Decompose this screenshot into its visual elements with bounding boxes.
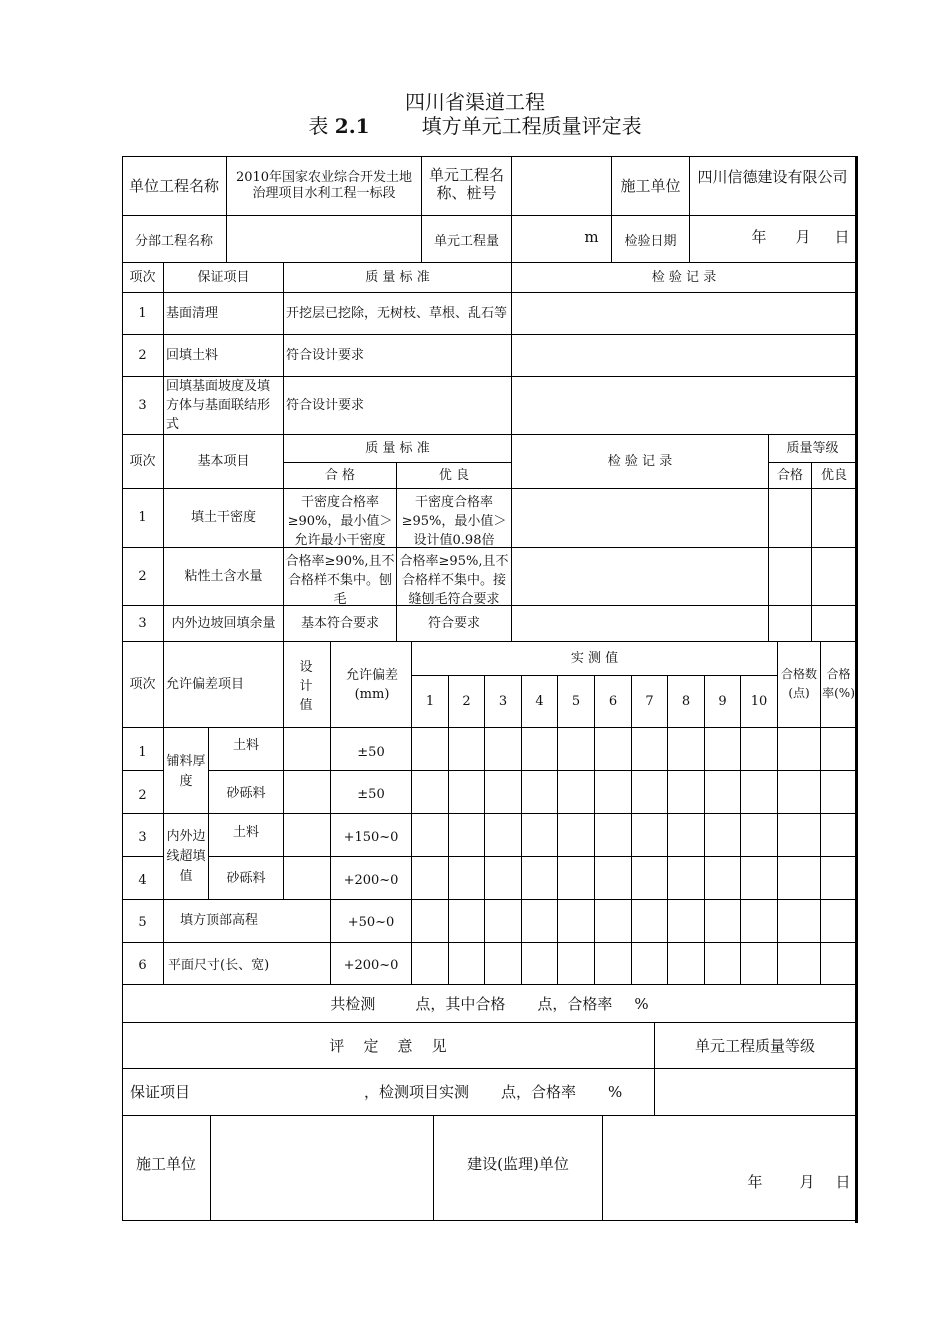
- guarantee-row-item: 基面清理: [166, 305, 219, 321]
- deviation-row-sub: 砂砾料: [226, 786, 266, 801]
- deviation-row-no: 5: [138, 915, 147, 930]
- total-summary: [122, 985, 857, 1022]
- basic-row-record[interactable]: [512, 606, 768, 641]
- guarantee-row-standard: 符合设计要求: [286, 397, 365, 413]
- basic-row-good: 合格率≥95%,且不合格样不集中。接缝刨毛符合要求: [399, 554, 509, 605]
- guarantee-row-standard: 开挖层已挖除，无树枝、草根、乱石等: [286, 305, 508, 321]
- total-label: 共检测: [330, 994, 376, 1013]
- measure-point: 5: [571, 693, 581, 709]
- basic-row-item: 粘性土含水量: [184, 568, 263, 584]
- deviation-row-no: 4: [138, 873, 147, 888]
- measure-point: 9: [718, 693, 727, 709]
- basic-col-grade: 质量等级: [786, 440, 839, 456]
- guarantee-row-record[interactable]: [512, 335, 856, 376]
- element-name-label: 单元工程名称、桩号: [428, 166, 504, 202]
- deviation-col-item: 允许偏差项目: [166, 676, 245, 692]
- contractor-value: 四川信德建设有限公司: [697, 168, 848, 186]
- basic-col-item: 基本项目: [197, 453, 250, 469]
- form-title-line: [0, 110, 950, 139]
- sign-date-day: 日: [835, 1173, 851, 1191]
- basic-row-pass: 干密度合格率≥90%，最小值＞允许最小干密度: [287, 495, 393, 547]
- deviation-group-label: 内外边线超填值: [166, 829, 206, 884]
- measure-point: 1: [425, 693, 435, 709]
- measure-point: 8: [681, 693, 691, 709]
- basic-row-record[interactable]: [512, 548, 768, 605]
- deviation-col-measured: 实 测 值: [570, 650, 619, 666]
- sign-date-year: 年: [747, 1173, 763, 1191]
- deviation-row-item: 填方顶部高程: [180, 913, 259, 928]
- grid-line: [602, 1115, 603, 1221]
- basic-col-good: 优 良: [438, 467, 470, 483]
- guarantee-row-standard: 符合设计要求: [286, 347, 365, 363]
- form-title: 填方单元工程质量评定表: [421, 114, 642, 138]
- basic-col-grade-good: 优良: [820, 467, 847, 483]
- construction-unit-signature[interactable]: [211, 1116, 433, 1221]
- contractor-label: 施工单位: [620, 176, 681, 195]
- table-number: 2.1: [334, 114, 370, 138]
- check-date-label: 检验日期: [624, 234, 677, 249]
- assessment-opinion-label: 评 定 意 见: [329, 1036, 447, 1055]
- guarantee-row-no: 2: [138, 347, 147, 363]
- basic-row-pass: 合格率≥90%,且不合格样不集中。刨毛: [285, 554, 395, 605]
- measure-point: 3: [498, 693, 508, 709]
- guarantee-summary: [122, 1069, 654, 1115]
- element-name-field[interactable]: [512, 156, 611, 215]
- measure-point: 10: [750, 693, 768, 709]
- measure-point: 6: [608, 693, 618, 709]
- deviation-col-no: 项次: [129, 676, 156, 692]
- basic-row-record[interactable]: [512, 489, 768, 547]
- grid-line: [208, 770, 857, 771]
- deviation-col-pass-count: 合格数(点): [780, 667, 817, 700]
- basic-row-pass: 基本符合要求: [300, 615, 379, 631]
- guarantee-row-item: 回填基面坡度及填方体与基面联结形式: [166, 379, 271, 432]
- guarantee-row-record[interactable]: [512, 293, 856, 334]
- construction-unit-label: 施工单位: [135, 1154, 196, 1173]
- total-rate-label: 点，合格率: [537, 994, 613, 1013]
- deviation-row-allow: ±50: [357, 745, 385, 760]
- deviation-row-allow: +150~0: [343, 830, 399, 845]
- basic-row-no: 1: [138, 510, 147, 525]
- guarantee-row-item: 回填土料: [166, 347, 219, 363]
- quality-grade-field[interactable]: [655, 1069, 855, 1115]
- deviation-col-design: 设计值: [299, 659, 313, 713]
- sign-date-month: 月: [799, 1173, 815, 1191]
- check-date-year: 年: [751, 228, 767, 246]
- guarantee-col-standard: 质 量 标 准: [365, 269, 430, 285]
- table-number-prefix: 表: [308, 114, 335, 138]
- deviation-row-no: 3: [138, 830, 147, 845]
- basic-row-item: 内外边坡回填余量: [171, 615, 276, 631]
- deviation-row-sub: 砂砾料: [226, 871, 266, 886]
- total-percent: %: [634, 994, 649, 1013]
- guarantee-row-no: 1: [138, 305, 147, 321]
- guarantee-row-record[interactable]: [512, 377, 856, 434]
- basic-col-record: 检 验 记 录: [607, 453, 673, 469]
- quality-grade-label: 单元工程质量等级: [694, 1036, 815, 1055]
- deviation-row-no: 6: [138, 957, 147, 973]
- deviation-group-label: 铺料厚度: [166, 754, 206, 789]
- basic-row-no: 3: [138, 615, 147, 631]
- grid-line: [283, 727, 284, 899]
- grid-line: [811, 462, 812, 641]
- deviation-row-allow: +50~0: [347, 915, 395, 930]
- total-pass-label: 点，其中合格: [415, 994, 506, 1013]
- deviation-row-sub: 土料: [232, 738, 259, 753]
- basic-row-item: 填土干密度: [190, 510, 256, 525]
- supervision-unit-label: 建设(监理)单位: [467, 1154, 569, 1173]
- grid-line: [283, 641, 284, 727]
- basic-col-grade-pass: 合格: [776, 467, 803, 483]
- measured-rate-label: 点，合格率: [501, 1083, 577, 1101]
- quantity-label: 单元工程量: [433, 234, 499, 249]
- basic-row-good: 干密度合格率≥95%，最小值＞设计值0.98倍: [401, 495, 507, 547]
- deviation-row-sub: 土料: [232, 825, 259, 840]
- measured-items-label: ，检测项目实测: [364, 1083, 470, 1101]
- grid-line: [208, 856, 857, 857]
- unit-project-label: 单位工程名称: [128, 176, 219, 195]
- quantity-unit: m: [584, 228, 599, 246]
- basic-col-standard: 质 量 标 准: [365, 440, 430, 456]
- sub-project-field[interactable]: [227, 216, 421, 262]
- measured-percent: %: [608, 1083, 623, 1101]
- deviation-col-allow: 允许偏差(mm): [345, 667, 398, 702]
- guarantee-summary-label: 保证项目: [130, 1083, 191, 1101]
- deviation-row-allow: +200~0: [343, 957, 399, 973]
- deviation-row-no: 2: [138, 788, 147, 803]
- basic-col-pass: 合 格: [324, 467, 356, 483]
- sub-project-label: 分部工程名称: [134, 234, 213, 249]
- document-heading: 四川省渠道工程: [405, 90, 545, 114]
- check-date-day: 日: [834, 228, 850, 246]
- guarantee-row-no: 3: [138, 397, 147, 413]
- basic-col-no: 项次: [129, 453, 156, 469]
- deviation-row-allow: ±50: [357, 787, 385, 802]
- guarantee-col-no: 项次: [129, 269, 156, 285]
- guarantee-col-item: 保证项目: [197, 269, 250, 285]
- basic-row-no: 2: [138, 568, 147, 584]
- unit-project-value: 2010年国家农业综合开发土地治理项目水利工程一标段: [235, 169, 413, 201]
- deviation-row-no: 1: [138, 745, 147, 760]
- guarantee-col-record: 检 验 记 录: [651, 269, 717, 285]
- deviation-row-allow: +200~0: [343, 873, 399, 888]
- check-date-month: 月: [795, 228, 811, 246]
- deviation-row-item: 平面尺寸(长、宽): [168, 957, 270, 973]
- measure-point: 7: [645, 693, 654, 709]
- basic-row-good: 符合要求: [427, 615, 480, 631]
- deviation-col-pass-rate: 合格率(%): [822, 667, 855, 700]
- measure-point: 4: [535, 693, 544, 709]
- measure-point: 2: [462, 693, 471, 709]
